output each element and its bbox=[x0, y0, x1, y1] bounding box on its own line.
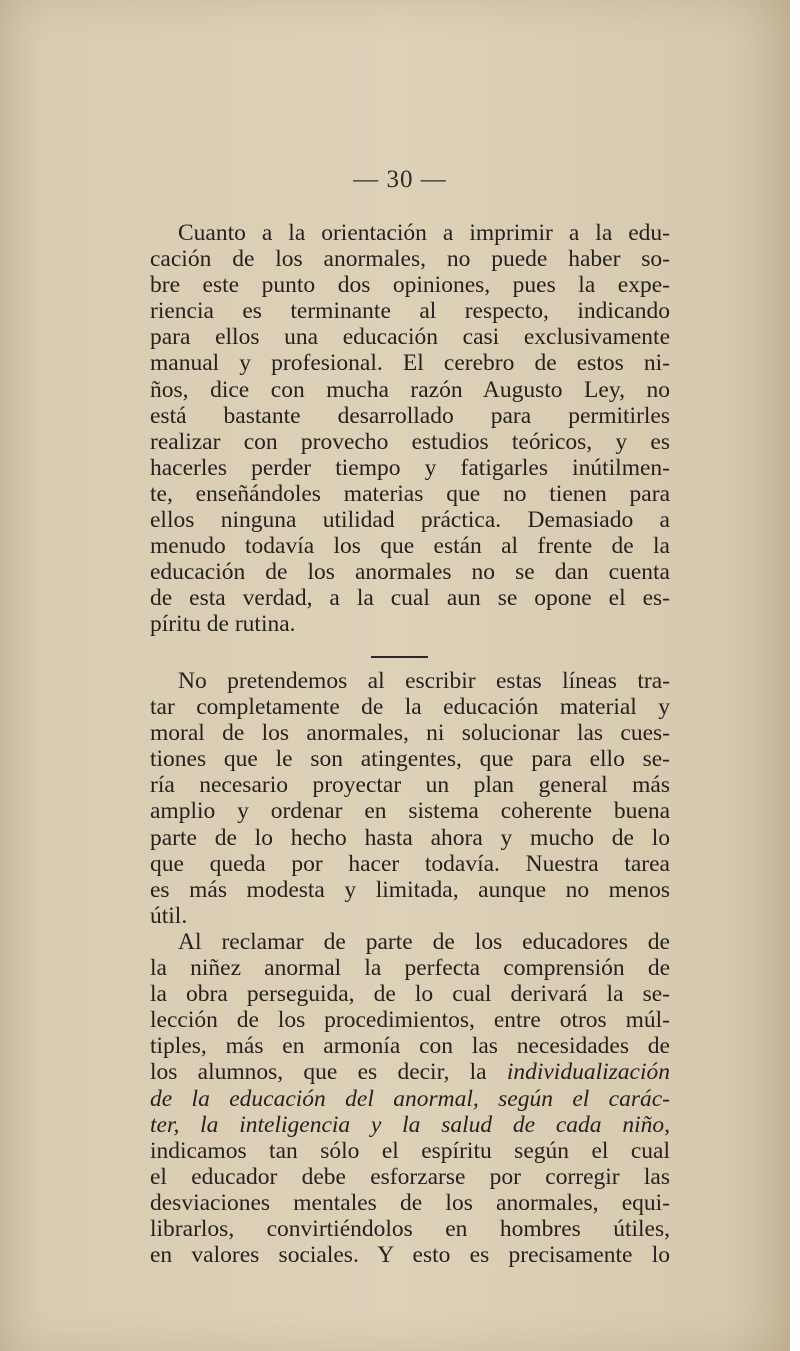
page-number: — 30 — bbox=[353, 166, 447, 193]
text-line: píritu de rutina. bbox=[150, 611, 296, 638]
paragraph-3 bbox=[150, 929, 670, 1268]
text-line: desviaciones mentales de los anormales, equi- bbox=[150, 1189, 670, 1216]
text-line: indicamos tan sólo el espíritu según el cual bbox=[150, 1137, 670, 1164]
text-line: riencia es terminante al respecto, indicando bbox=[150, 298, 670, 325]
text-line: que queda por hacer todavía. Nuestra tarea bbox=[150, 850, 670, 877]
text-line bbox=[150, 1112, 670, 1138]
text-line bbox=[150, 1059, 670, 1085]
text-line: de esta verdad, a la cual aun se opone el es- bbox=[150, 585, 670, 612]
text-line: ellos ninguna utilidad práctica. Demasiado a bbox=[150, 507, 670, 534]
text-line: en valores sociales. Y esto es precisamente lo bbox=[150, 1242, 670, 1269]
italic-text: ter, la inteligencia y la salud de cada niño, bbox=[150, 1111, 670, 1138]
text-line: No pretendemos al escribir estas líneas tra- bbox=[178, 668, 670, 694]
text-line: amplio y ordenar en sistema coherente buena bbox=[150, 798, 670, 825]
text-line: menudo todavía los que están al frente de la bbox=[150, 533, 670, 560]
text-line: tiples, más en armonía con las necesidades de bbox=[150, 1033, 670, 1060]
text-line: ños, dice con mucha razón Augusto Ley, no bbox=[150, 376, 670, 403]
text-line: tar completamente de la educación material y bbox=[150, 694, 670, 721]
text-line: realizar con provecho estudios teóricos, y es bbox=[150, 428, 670, 455]
text-line: tiones que le son atingentes, que para ello se- bbox=[150, 746, 670, 773]
text-line: hacerles perder tiempo y fatigarles inútilmen- bbox=[150, 454, 670, 481]
text-line: Cuanto a la orientación a imprimir a la edu- bbox=[178, 220, 670, 246]
text-line: lección de los procedimientos, entre otros múl- bbox=[150, 1007, 670, 1034]
text-line: bre este punto dos opiniones, pues la expe- bbox=[150, 272, 670, 299]
text-line: para ellos una educación casi exclusivamente bbox=[150, 324, 670, 351]
text-line: Al reclamar de parte de los educadores de bbox=[178, 929, 670, 955]
text-line bbox=[150, 1086, 670, 1112]
text-line: el educador debe esforzarse por corregir las bbox=[150, 1163, 670, 1190]
text-line: te, enseñándoles materias que no tienen para bbox=[150, 480, 670, 507]
text-line: la obra perseguida, de lo cual derivará la se- bbox=[150, 981, 670, 1008]
text-line: cación de los anormales, no puede haber so- bbox=[150, 246, 670, 273]
text-line: manual y profesional. El cerebro de estos ni- bbox=[150, 350, 670, 377]
italic-text: individualización bbox=[506, 1059, 670, 1086]
section-divider bbox=[371, 656, 428, 658]
text-line: ría necesario proyectar un plan general más bbox=[150, 772, 670, 799]
text-line: está bastante desarrollado para permitirles bbox=[150, 402, 670, 429]
text-segment: los alumnos, que es decir, la bbox=[150, 1059, 507, 1086]
italic-text: de la educación del anormal, según el carác- bbox=[150, 1085, 670, 1112]
paragraph-2 bbox=[150, 668, 670, 929]
paragraph-1 bbox=[150, 220, 670, 638]
text-line: es más modesta y limitada, aunque no menos bbox=[150, 876, 670, 903]
text-line: educación de los anormales no se dan cuenta bbox=[150, 559, 670, 586]
text-line: moral de los anormales, ni solucionar las cues- bbox=[150, 720, 670, 747]
text-line: parte de lo hecho hasta ahora y mucho de lo bbox=[150, 824, 670, 851]
text-line: útil. bbox=[150, 902, 188, 929]
text-line: librarlos, convirtiéndolos en hombres útiles, bbox=[150, 1216, 670, 1243]
text-line: la niñez anormal la perfecta comprensión de bbox=[150, 955, 670, 982]
